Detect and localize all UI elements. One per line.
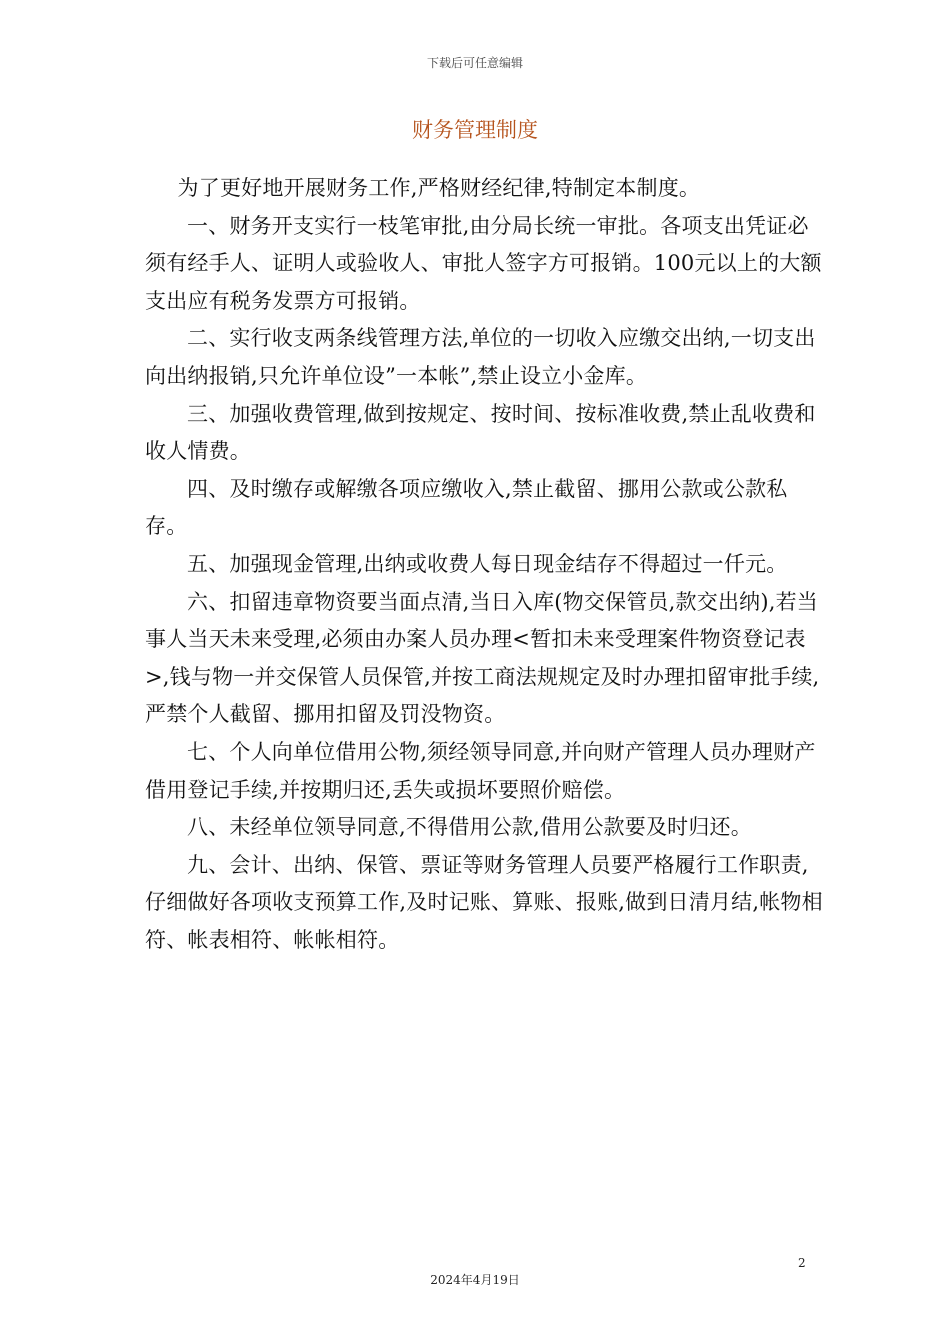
paragraph-intro: 为了更好地开展财务工作,严格财经纪律,特制定本制度。 — [177, 176, 701, 200]
paragraph-2: 二、实行收支两条线管理方法,单位的一切收入应缴交出纳,一切支出向出纳报销,只允许单位设”一本帐”,禁止设立小金库。 — [145, 326, 816, 388]
paragraph-8: 八、未经单位领导同意,不得借用公款,借用公款要及时归还。 — [187, 815, 752, 840]
paragraph-5: 五、加强现金管理,出纳或收费人每日现金结存不得超过一仟元。 — [187, 551, 788, 576]
document-title: 财务管理制度 — [412, 118, 538, 142]
paragraph-7: 七、个人向单位借用公物,须经领导同意,并向财产管理人员办理财产借用登记手续,并按期归还,丢失或损坏要照价赔偿。 — [145, 739, 816, 802]
page-number: 2 — [798, 1256, 806, 1270]
paragraph-9: 九、会计、出纳、保管、票证等财务管理人员要严格履行工作职责,仔细做好各项收支预算工作,及时记账、算账、报账,做到日清月结,帐物相符、帐表相符、帐帐相符。 — [145, 852, 823, 952]
footer-date: 2024年4月19日 — [430, 1273, 520, 1287]
header-note: 下载后可任意编辑 — [426, 56, 523, 70]
paragraph-6: 六、扣留违章物资要当面点清,当日入库(物交保管员,款交出纳),若当事人当天未来受理,必须由办案人员办理<暂扣未来受理案件物资登记表>,钱与物一并交保管人员保管,并按工商法规规定及时办理扣留审批手续,严禁个人截留、挪用扣留及罚没物资。 — [145, 589, 820, 727]
paragraph-1: 一、财务开支实行一枝笔审批,由分局长统一审批。各项支出凭证必须有经手人、证明人或验收人、审批人签字方可报销。100元以上的大额支出应有税务发票方可报销。 — [145, 213, 822, 313]
paragraph-4: 四、及时缴存或解缴各项应缴收入,禁止截留、挪用公款或公款私存。 — [145, 476, 788, 539]
document-body — [145, 170, 825, 959]
paragraph-3: 三、加强收费管理,做到按规定、按时间、按标准收费,禁止乱收费和收人情费。 — [145, 401, 816, 464]
